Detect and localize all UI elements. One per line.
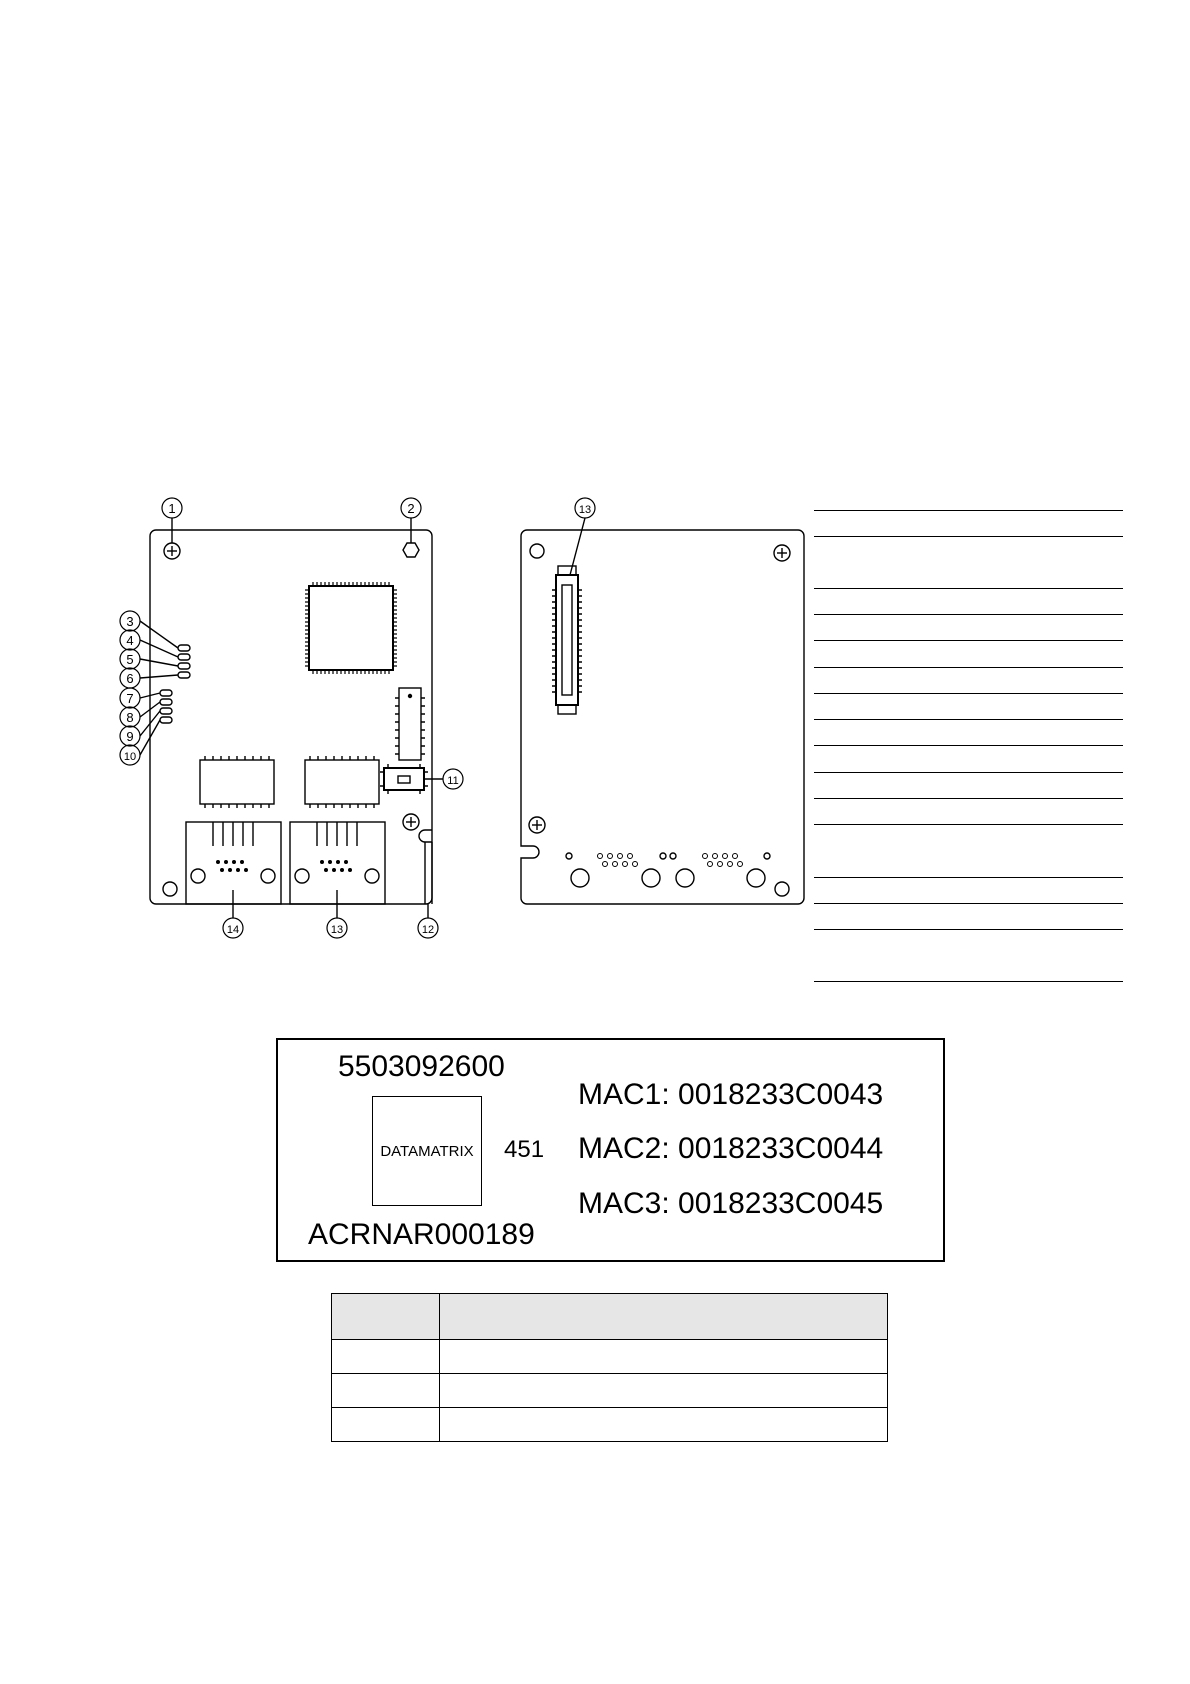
callout-6: 6 — [126, 671, 134, 686]
back-board — [521, 518, 804, 904]
spec-rule — [814, 877, 1123, 878]
callout-12: 12 — [421, 924, 435, 936]
callout-back-13: 13 — [578, 504, 592, 516]
spec-rule — [814, 981, 1123, 982]
spec-rule — [814, 693, 1123, 694]
mac1-address: MAC1: 0018233C0043 — [578, 1078, 884, 1111]
spec-rule — [814, 536, 1123, 537]
spec-rule — [814, 798, 1123, 799]
callout-5: 5 — [126, 652, 134, 667]
datamatrix-text: DATAMATRIX — [380, 1142, 474, 1160]
table-header-cell — [332, 1294, 440, 1340]
spec-rule — [814, 772, 1123, 773]
spec-rule — [814, 745, 1123, 746]
spec-rule — [814, 929, 1123, 930]
callout-14: 14 — [226, 924, 240, 936]
table-cell — [332, 1340, 440, 1374]
table-cell — [440, 1340, 888, 1374]
callout-3: 3 — [126, 614, 134, 629]
table-header-row — [332, 1294, 888, 1340]
spec-rule — [814, 640, 1123, 641]
spec-rule — [814, 824, 1123, 825]
callout-9: 9 — [126, 729, 134, 744]
callout-10: 10 — [123, 751, 137, 763]
table-cell — [332, 1374, 440, 1408]
table-cell — [440, 1374, 888, 1408]
spec-rule — [814, 719, 1123, 720]
spec-rule — [814, 588, 1123, 589]
table-cell — [440, 1408, 888, 1442]
table-header-cell — [440, 1294, 888, 1340]
table-cell — [332, 1408, 440, 1442]
table-row — [332, 1374, 888, 1408]
model-table — [331, 1293, 888, 1442]
serial-number: ACRNAR000189 — [308, 1218, 535, 1251]
callout-8: 8 — [126, 710, 134, 725]
callout-4: 4 — [126, 633, 134, 648]
mac-address-label — [276, 1038, 945, 1262]
spec-rule — [814, 903, 1123, 904]
lot-code: 451 — [504, 1136, 545, 1163]
spec-rule — [814, 667, 1123, 668]
mac3-address: MAC3: 0018233C0045 — [578, 1187, 884, 1220]
callout-11: 11 — [447, 775, 459, 787]
table-row — [332, 1340, 888, 1374]
datamatrix-code — [372, 1096, 482, 1206]
callout-2: 2 — [407, 501, 415, 516]
front-callouts — [120, 498, 595, 938]
callout-1: 1 — [168, 501, 176, 516]
front-board — [140, 518, 443, 918]
callout-7: 7 — [126, 691, 134, 706]
spec-rule — [814, 614, 1123, 615]
table-row — [332, 1408, 888, 1442]
part-number: 5503092600 — [338, 1050, 505, 1083]
callout-13: 13 — [330, 924, 344, 936]
mac2-address: MAC2: 0018233C0044 — [578, 1132, 884, 1165]
spec-rule — [814, 510, 1123, 511]
